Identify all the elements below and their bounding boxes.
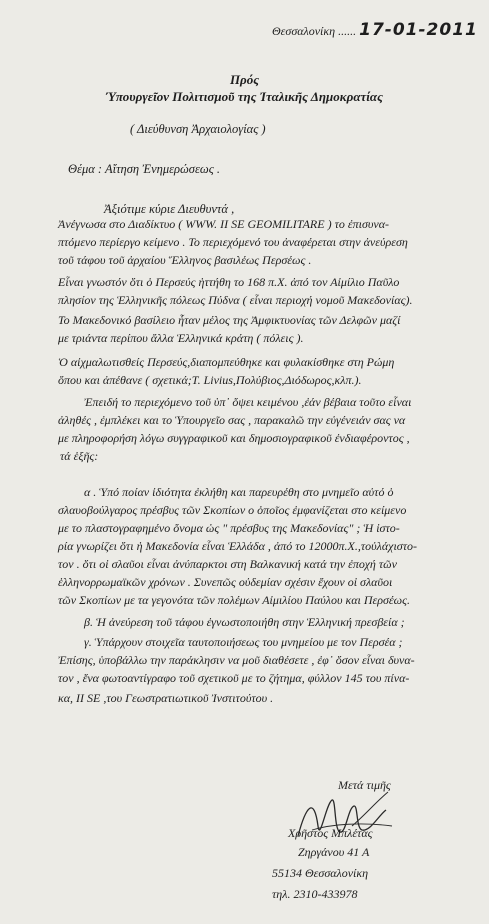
- body-line: πτόμενο περίεργο κείμενο . Το περιεχόμενό του ἀναφέρεται στην ἀνεύρεση: [58, 235, 408, 249]
- body-line: με τριάντα περίπου ἄλλα Ἑλληνικά κράτη ( πόλεις ).: [58, 331, 304, 345]
- body-line: Ἐπειδή το περιεχόμενο τοῦ ὑπ᾽ ὄψει κειμένου ,ἐάν βέβαια τοῦτο εἶναι: [84, 395, 412, 409]
- subject-line: Θέμα : Αἴτηση Ἐνημερώσεως .: [68, 162, 221, 176]
- body-line: τον , ἕνα φωτοαντίγραφο τοῦ σχετικοῦ με το ζήτημα, φύλλον 145 του πίνα-: [58, 671, 410, 685]
- sender-phone: τηλ. 2310-433978: [272, 887, 358, 901]
- sender-city: 55134 Θεσσαλονίκη: [272, 866, 369, 880]
- sender-street: Ζηργάνου 41 Α: [298, 845, 370, 859]
- recipient-department: ( Διεύθυνση Ἀρχαιολογίας ): [130, 122, 266, 136]
- date-line: [272, 20, 478, 40]
- salutation: Ἀξιότιμε κύριε Διευθυντά ,: [104, 202, 235, 216]
- body-line: με πληροφορήση λόγω συγγραφικοῦ και δημοσιογραφικοῦ ἐνδιαφέροντος ,: [58, 431, 410, 445]
- body-line: Το Μακεδονικό βασίλειο ἦταν μέλος της Ἀμφικτυονίας τῶν Δελφῶν μαζί: [58, 313, 401, 327]
- recipient-to: Πρός: [229, 72, 260, 87]
- closing: Μετά τιμῆς: [338, 778, 391, 792]
- body-line: α . Ὑπό ποίαν ἰδιότητα ἐκλήθη και παρευρέθη στο μνημεῖο αὐτό ὁ: [84, 485, 394, 499]
- handwritten-date: 17-01-2011: [359, 20, 478, 40]
- body-line: πλησίον της Ἑλληνικῆς πόλεως Πύδνα ( εἶναι περιοχή νομοῦ Μακεδονίας).: [58, 293, 413, 307]
- recipient-ministry: Ύπουργεῖον Πολιτισμοῦ της Ἰταλικῆς Δημοκρατίας: [106, 89, 383, 104]
- body-line: τά ἑξῆς:: [60, 449, 99, 463]
- body-line: Εἶναι γνωστόν ὅτι ὁ Περσεύς ἡττήθη το 168 π.Χ. ἀπό τον Αἰμίλιο Παῦλο: [58, 275, 400, 289]
- sender-name: Χρῆστος Μπλέτας: [288, 826, 373, 840]
- body-line: ὅπου και ἀπέθανε ( σχετικά;T. Livius,Πολύβιος,Διόδωρος,κλπ.).: [58, 373, 362, 387]
- body-line: τῶν Σκοπίων με τα γεγονότα τῶν πολέμων Αἰμιλίου Παύλου και Περσέως.: [58, 593, 410, 607]
- date-dots: ......: [338, 24, 357, 38]
- body-line: Ὁ αἰχμαλωτισθείς Περσεύς,διαπομπεύθηκε και φυλακίσθηκε στη Ρώμη: [58, 355, 395, 369]
- body-line: ἑλληνορρωμαϊκῶν χρόνων . Συνεπῶς οὐδεμίαν σχέσιν ἔχουν οἱ σλαῦοι: [58, 575, 393, 589]
- city-label: Θεσσαλονίκη: [272, 24, 336, 38]
- body-line: με το πλαστογραφημένο ὄνομα ὡς " πρέσβυς της Μακεδονίας" ; Ἡ ἱστο-: [58, 521, 400, 535]
- body-line: ρία γνωρίζει ὅτι ἡ Μακεδονία εἶναι Ἑλλάδα , ἀπό το 12000π.Χ.,τοὐλάχιστο-: [58, 539, 417, 553]
- body-line: σλαυοβούλγαρος πρέσβυς τῶν Σκοπίων ο ὁποῖος ἐμφανίζεται στο κείμενο: [58, 503, 407, 517]
- body-line: Ἐπίσης, ὑποβάλλω την παράκλησιν να μοῦ διαθέσετε , ἐφ᾽ ὅσον εἶναι δυνα-: [58, 653, 415, 667]
- body-line: τον . ὅτι οἱ σλαῦοι εἶναι ἀνύπαρκτοι στη Βαλκανική κατά την ἐποχή τῶν: [58, 557, 397, 571]
- body-line: β. Ἡ ἀνεύρεση τοῦ τάφου ἐγνωστοποιήθη στην Ἑλληνική πρεσβεία ;: [84, 615, 405, 629]
- body-line: τοῦ τάφου τοῦ ἀρχαίου Ἕλληνος βασιλέως Περσέως .: [58, 253, 312, 267]
- body-line: ἀληθές , ἐμπλέκει και το Ὑπουργεῖο σας , παρακαλῶ την εὐγένειάν σας να: [58, 413, 406, 427]
- body-line: Ἀνέγνωσα στο Διαδίκτυο ( WWW. II SE GEOMILITARE ) το ἐπισυνα-: [58, 217, 389, 231]
- body-line: γ. Ὑπάρχουν στοιχεῖα ταυτοποιήσεως του μνημείου με τον Περσέα ;: [84, 635, 403, 649]
- body-line: κα, II SE ,του Γεωστρατιωτικοῦ Ἰνστιτούτου .: [58, 691, 274, 705]
- letter-body: [0, 216, 489, 756]
